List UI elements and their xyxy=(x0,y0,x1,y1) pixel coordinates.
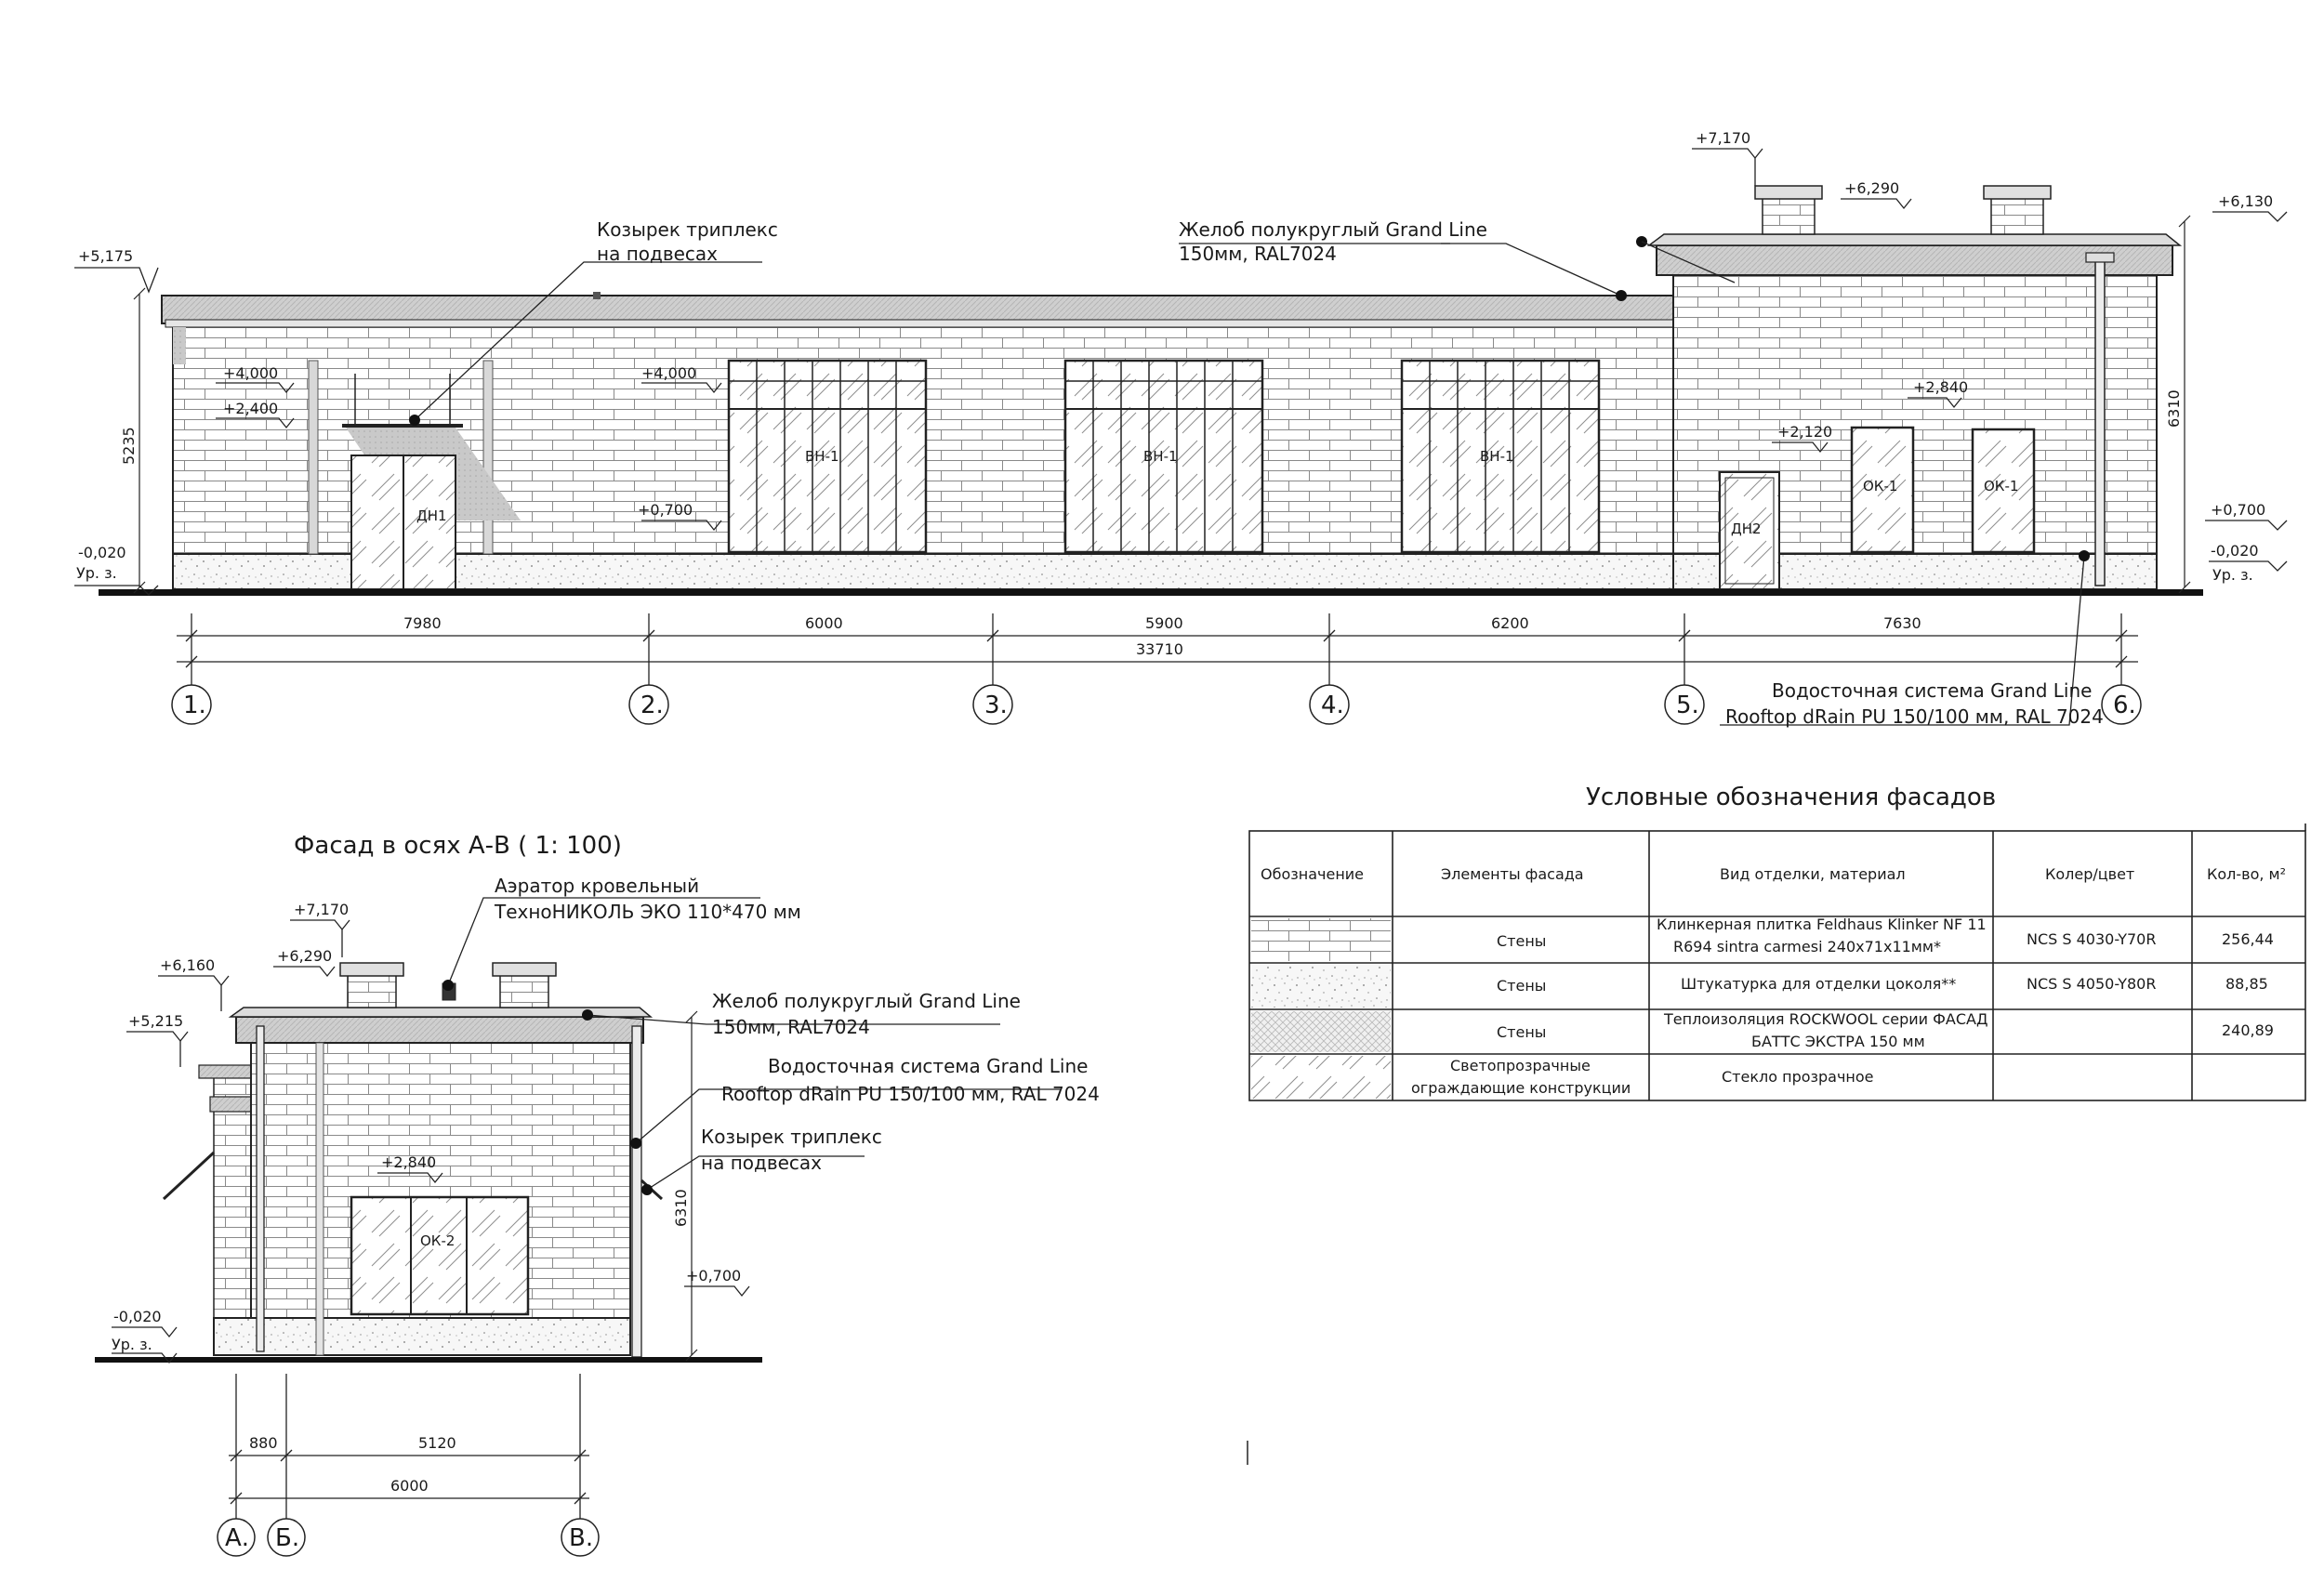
legend-row4-element-line1: Светопрозрачные xyxy=(1450,1057,1591,1074)
side-dim-1: 880 xyxy=(249,1434,278,1452)
side-ground-line xyxy=(95,1357,762,1363)
legend-row1-color: NCS S 4030-Y70R xyxy=(2027,930,2157,948)
height-left: 5235 xyxy=(120,427,138,465)
level-roof-top: +6,290 xyxy=(1844,179,1900,197)
level-canopy: +4,000 xyxy=(223,364,279,382)
callout-gutter-line2: 150мм, RAL7024 xyxy=(1179,243,1337,265)
legend-row1-material-line2: R694 sintra carmesi 240х71х11мм* xyxy=(1673,938,1941,955)
ground-label-right: Ур. з. xyxy=(2212,566,2253,584)
side-level-canopy-top: +5,215 xyxy=(128,1012,184,1030)
legend-header-qty: Кол-во, м² xyxy=(2207,865,2287,883)
level-aerator-top: +7,170 xyxy=(1696,129,1751,147)
side-axis-v: В. xyxy=(569,1524,594,1552)
axis-2: 2. xyxy=(640,692,664,719)
legend-swatch-glass xyxy=(1251,1056,1391,1099)
dim-3: 5900 xyxy=(1145,614,1183,632)
level-sill-right: +0,700 xyxy=(2211,501,2266,519)
ground-line xyxy=(99,589,2203,596)
callout-canopy-line2: на подвесах xyxy=(597,243,719,265)
legend-header-element: Элементы фасада xyxy=(1441,865,1584,883)
side-callout-gutter-line1: Желоб полукруглый Grand Line xyxy=(712,990,1021,1012)
legend-row3-element: Стены xyxy=(1497,1023,1547,1041)
gutter-callout-dot xyxy=(1616,290,1627,301)
door-dn2 xyxy=(1720,472,1779,589)
axis-3: 3. xyxy=(984,692,1008,719)
side-callout-downpipe-line2: Rooftop dRain PU 150/100 мм, RAL 7024 xyxy=(721,1083,1100,1105)
side-ground-label: Ур. з. xyxy=(112,1336,152,1353)
side-dim-2: 5120 xyxy=(418,1434,456,1452)
dim-5: 7630 xyxy=(1883,614,1921,632)
callout-downpipe-line2: Rooftop dRain PU 150/100 мм, RAL 7024 xyxy=(1725,705,2104,728)
legend-row3-qty: 240,89 xyxy=(2222,1021,2274,1039)
side-downpipe-dot xyxy=(630,1138,641,1149)
window-vn1-c-label: ВН-1 xyxy=(1480,448,1514,465)
side-level-aerator-top: +7,170 xyxy=(294,901,350,918)
side-aerator-dot xyxy=(442,980,454,991)
door-dn2-label: ДН2 xyxy=(1731,520,1762,537)
canopy-callout-dot xyxy=(409,415,420,426)
window-ok1-a-label: ОК-1 xyxy=(1863,478,1898,494)
side-axis-b: Б. xyxy=(275,1524,300,1552)
dim-2: 6000 xyxy=(805,614,843,632)
side-level-parapet: +6,160 xyxy=(160,956,216,974)
window-ok1-b xyxy=(1973,429,2034,552)
axis-4: 4. xyxy=(1321,692,1344,719)
window-vn1-b-label: ВН-1 xyxy=(1143,448,1178,465)
downpipe-callout-dot xyxy=(2079,550,2090,561)
side-plinth xyxy=(214,1318,630,1355)
legend-row1-material-line1: Клинкерная плитка Feldhaus Klinker NF 11 xyxy=(1657,916,1987,933)
level-door-top: +2,400 xyxy=(223,400,279,417)
dim-total: 33710 xyxy=(1136,640,1183,658)
side-level-sill: +0,700 xyxy=(686,1267,742,1285)
small-vent xyxy=(593,292,601,299)
legend-row3-material-line1: Теплоизоляция ROCKWOOL серии ФАСАД xyxy=(1664,1010,1988,1028)
side-gutter-dot xyxy=(582,1009,593,1021)
legend-row2-element: Стены xyxy=(1497,977,1547,995)
side-canopy-dot xyxy=(641,1184,653,1195)
window-vn1-c xyxy=(1402,361,1599,552)
window-vn1-a xyxy=(729,361,926,552)
axis-5: 5. xyxy=(1676,692,1699,719)
side-callout-canopy-line2: на подвесах xyxy=(701,1152,823,1174)
aerator-2 xyxy=(1984,186,2051,234)
legend-row2-material: Штукатурка для отделки цоколя** xyxy=(1681,975,1957,993)
level-ground-right: -0,020 xyxy=(2211,542,2259,560)
legend-row1-qty: 256,44 xyxy=(2222,930,2274,948)
legend-swatch-insulation xyxy=(1251,1011,1391,1052)
legend-row2-qty: 88,85 xyxy=(2225,975,2268,993)
side-downpipe xyxy=(632,1026,641,1357)
callout-canopy-line1: Козырек триплекс xyxy=(597,218,778,241)
legend-table xyxy=(1249,784,2305,1100)
legend-header-designation: Обозначение xyxy=(1261,865,1365,883)
side-callout-canopy-line1: Козырек триплекс xyxy=(701,1126,882,1148)
level-top-left: +5,175 xyxy=(78,247,134,265)
callout-gutter-line1: Желоб полукруглый Grand Line xyxy=(1179,218,1487,241)
legend-header-color: Колер/цвет xyxy=(2045,865,2135,883)
side-aerator-2 xyxy=(493,963,556,1008)
side-callout-aerator-line2: ТехноНИКОЛЬ ЭКО 110*470 мм xyxy=(495,901,801,923)
window-ok1-a xyxy=(1852,428,1913,552)
axis-1: 1. xyxy=(183,692,206,719)
callout-downpipe-line1: Водосточная система Grand Line xyxy=(1772,679,2093,702)
window-ok2 xyxy=(351,1197,528,1314)
window-vn1-b xyxy=(1065,361,1262,552)
legend-swatch-brick xyxy=(1251,918,1391,961)
door-dn1-label: ДН1 xyxy=(416,507,447,524)
axis-6: 6. xyxy=(2113,692,2136,719)
legend-row3-material-line2: БАТТС ЭКСТРА 150 мм xyxy=(1751,1033,1925,1050)
height-right: 6310 xyxy=(2165,389,2183,428)
legend-row4-element-line2: ограждающие конструкции xyxy=(1411,1079,1631,1097)
level-door2-top: +2,120 xyxy=(1777,423,1833,441)
side-dim-total: 6000 xyxy=(390,1477,429,1495)
side-callout-gutter-line2: 150мм, RAL7024 xyxy=(712,1016,870,1038)
side-axis-a: А. xyxy=(225,1524,250,1552)
side-canopy-left xyxy=(164,1153,214,1199)
ground-label-left: Ур. з. xyxy=(76,564,117,582)
legend-row1-element: Стены xyxy=(1497,932,1547,950)
window-vn1-a-label: ВН-1 xyxy=(805,448,839,465)
side-height: 6310 xyxy=(672,1189,690,1227)
side-facade-title: Фасад в осях А-В ( 1: 100) xyxy=(294,832,622,860)
door-dn1 xyxy=(351,455,456,589)
legend-header-material: Вид отделки, материал xyxy=(1720,865,1906,883)
main-facade xyxy=(74,129,2287,728)
legend-swatch-plaster xyxy=(1251,965,1391,1008)
level-sill: +0,700 xyxy=(638,501,693,519)
side-level-ground: -0,020 xyxy=(113,1308,162,1325)
side-level-roof-top: +6,290 xyxy=(277,947,333,965)
side-cornice xyxy=(236,1017,643,1043)
level-roof-right: +6,130 xyxy=(2218,192,2274,210)
level-ground-left: -0,020 xyxy=(78,544,126,561)
level-window-head: +4,000 xyxy=(641,364,697,382)
side-level-win-top: +2,840 xyxy=(381,1153,437,1171)
dim-4: 6200 xyxy=(1491,614,1529,632)
side-callout-aerator-line1: Аэратор кровельный xyxy=(495,875,700,897)
legend-title: Условные обозначения фасадов xyxy=(1586,784,1997,811)
legend-row4-material: Стекло прозрачное xyxy=(1722,1068,1874,1086)
side-aerator-1 xyxy=(340,963,403,1008)
window-ok1-b-label: ОК-1 xyxy=(1984,478,2019,494)
level-ok-top: +2,840 xyxy=(1913,378,1969,396)
side-callout-downpipe-line1: Водосточная система Grand Line xyxy=(768,1055,1089,1077)
side-facade xyxy=(95,832,1100,1556)
aerator-1 xyxy=(1755,186,1822,234)
dim-1: 7980 xyxy=(403,614,442,632)
window-ok2-label: ОК-2 xyxy=(420,1232,456,1249)
legend-row2-color: NCS S 4050-Y80R xyxy=(2027,975,2157,993)
